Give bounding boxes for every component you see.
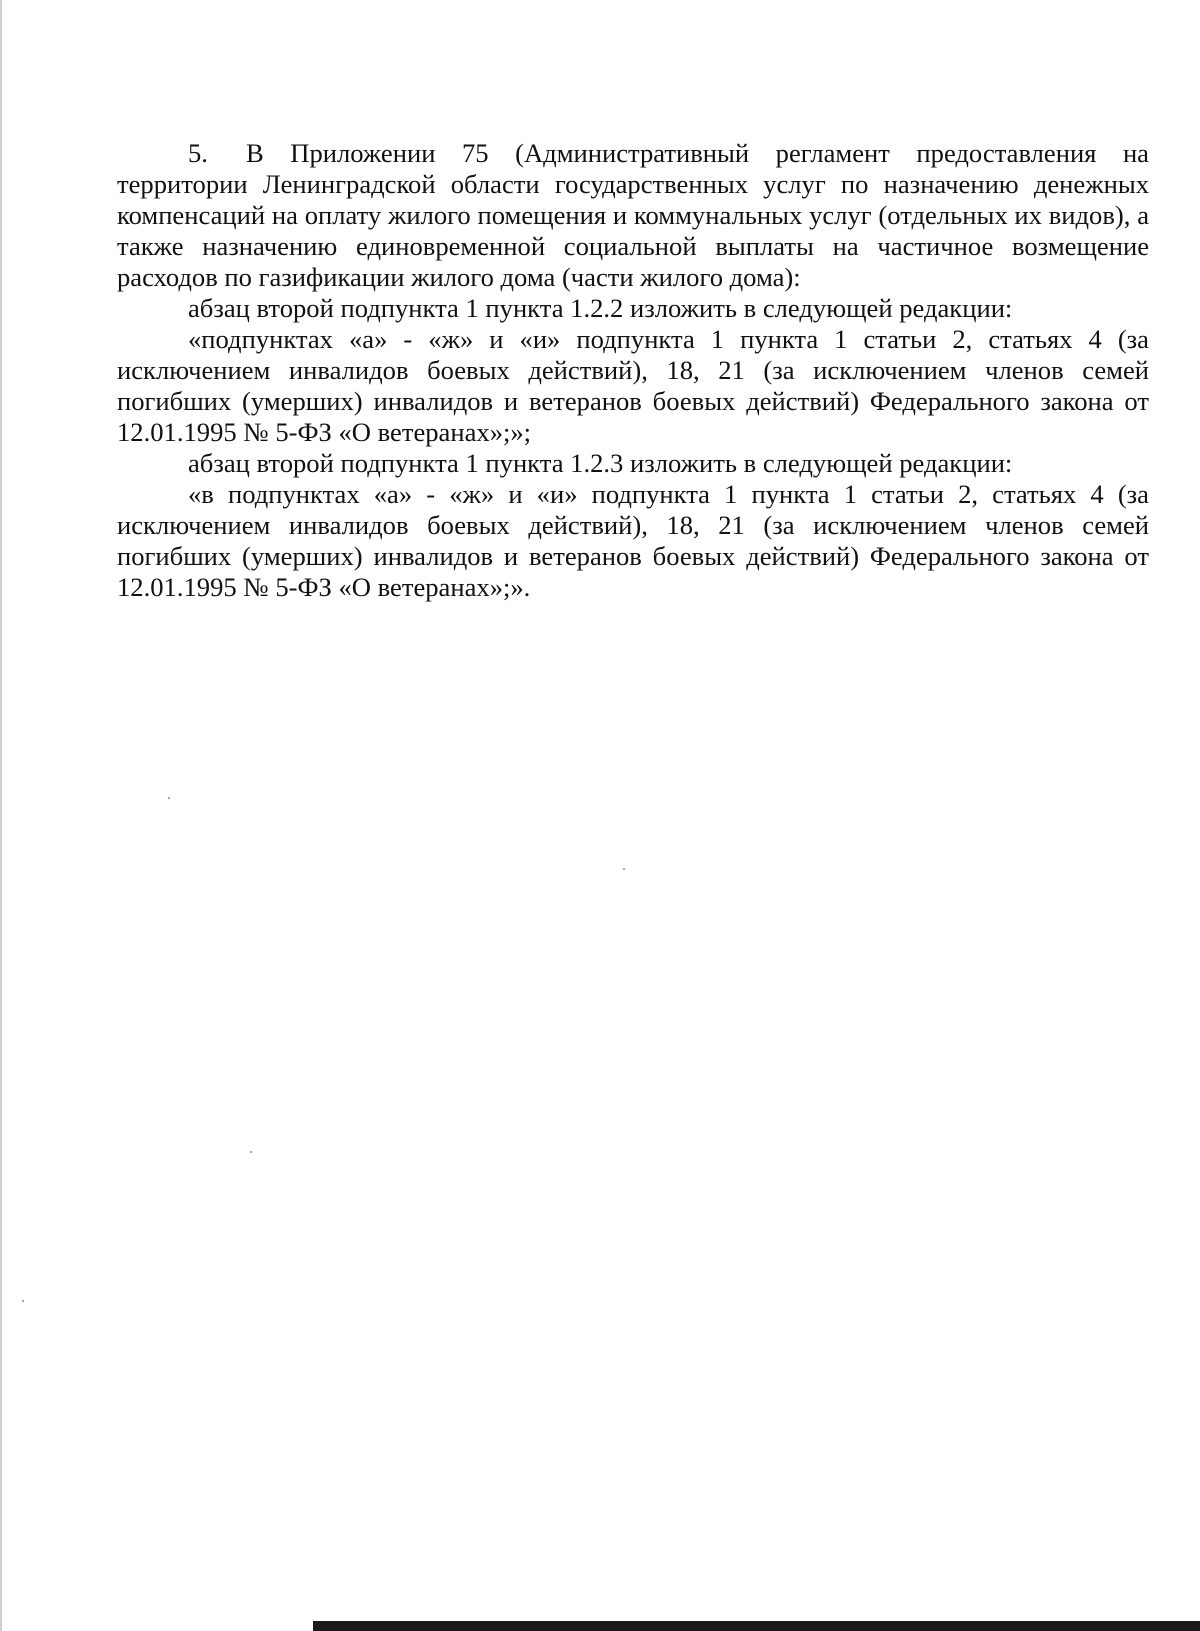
- paragraph-text: абзац второй подпункта 1 пункта 1.2.3 изложить в следующей редакции:: [188, 448, 1013, 478]
- scan-left-edge: [0, 0, 2, 1631]
- paragraph-amendment-1-2-2: [117, 293, 1149, 324]
- paragraph-text: абзац второй подпункта 1 пункта 1.2.2 изложить в следующей редакции:: [188, 293, 1013, 323]
- paragraph-item-5: [117, 138, 1149, 293]
- paragraph-amendment-1-2-3: [117, 448, 1149, 479]
- scan-speck: [623, 868, 625, 870]
- paragraph-text: «подпунктах «а» - «ж» и «и» подпункта 1 пункта 1 статьи 2, статьях 4 (за исключением инвалидов боевых действий), 18, 21 (за исключением членов семей погибших (умерших) инвалидов и ветеранов боевых действий) Федерального закона от 12.01.1995 № 5-ФЗ «О ветеранах»;»;: [117, 324, 1149, 447]
- paragraph-text: «в подпунктах «а» - «ж» и «и» подпункта 1 пункта 1 статьи 2, статьях 4 (за исключением инвалидов боевых действий), 18, 21 (за исключением членов семей погибших (умерших) инвалидов и ветеранов боевых действий) Федерального закона от 12.01.1995 № 5-ФЗ «О ветеранах»;».: [117, 479, 1149, 602]
- scan-speck: [168, 797, 170, 799]
- paragraph-text: В Приложении 75 (Административный регламент предоставления на территории Ленинградской области государственных услуг по назначению денежных компенсаций на оплату жилого помещения и коммунальных услуг (отдельных их видов), а также назначению единовременной социальной выплаты на частичное возмещение расходов по газификации жилого дома (части жилого дома):: [117, 138, 1149, 292]
- paragraph-quote-1-2-3: [117, 479, 1149, 603]
- paragraph-quote-1-2-2: [117, 324, 1149, 448]
- scan-speck: [250, 1151, 252, 1153]
- scan-bottom-edge: [313, 1621, 1200, 1631]
- document-body: [117, 138, 1149, 603]
- paragraph-number: 5.: [188, 138, 208, 168]
- scan-speck: [22, 1300, 24, 1302]
